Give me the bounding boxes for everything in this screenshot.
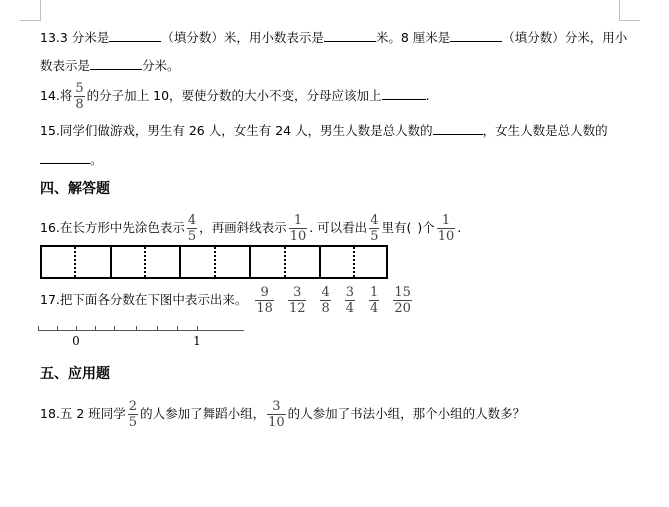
q13-text-5: 数表示是 [40,58,91,73]
question-14 [40,82,430,111]
q17-text: 17.把下面各分数在下图中表示出来。 [40,292,248,307]
q18-mid: 的人参加了舞蹈小组， [140,406,266,421]
number-line-label-0: 0 [72,334,80,348]
number-line-tick [197,326,198,331]
strip-solid-divider [179,247,181,277]
q13-text-4: （填分数）分米，用小 [502,30,628,45]
q13-blank-2[interactable] [324,29,376,42]
q15-blank-2[interactable] [40,151,90,164]
frac-numerator: 1 [293,213,303,228]
frac-denominator: 8 [75,97,84,112]
q15-end: 。 [90,152,103,167]
q18-prefix: 18.五 2 班同学 [40,406,126,421]
q15-blank-1[interactable] [433,122,483,135]
frac-numerator: 4 [187,213,197,228]
number-line-tick [38,326,39,331]
q16-mid-4: )个 [417,220,435,235]
strip-dashed-divider [144,247,146,277]
question-17 [40,286,414,315]
question-16 [40,214,461,243]
frac-numerator: 1 [370,285,379,300]
number-line-label-1: 1 [193,334,201,348]
strip-dashed-divider [214,247,216,277]
question-15-line-1 [40,121,608,139]
q13-text-3: 米。8 厘米是 [375,30,451,45]
q16-fraction-2 [289,214,308,243]
frac-numerator: 3 [272,399,281,414]
frac-denominator: 5 [370,229,379,244]
q15-mid: ，女生人数是总人数的 [482,123,608,138]
q14-fraction [74,82,84,111]
strip-dashed-divider [284,247,286,277]
frac-numerator: 3 [345,285,355,300]
q16-fraction-1 [187,214,197,243]
q17-fraction [320,286,330,315]
q13-blank-1[interactable] [109,29,161,42]
number-line-tick [114,326,115,331]
strip-solid-divider [110,247,112,277]
number-line-axis [38,330,244,331]
q16-mid-2: . 可以看出 [309,220,368,235]
q16-mid-1: ，再画斜线表示 [199,220,287,235]
frac-denominator: 10 [268,415,285,430]
frac-numerator: 3 [293,285,302,300]
frac-numerator: 9 [260,285,269,300]
q16-end: . [457,220,462,235]
section-4-heading: 四、解答题 [40,181,110,197]
q13-blank-4[interactable] [90,57,142,70]
question-13-line-2 [40,56,180,74]
q18-end: 的人参加了书法小组，那个小组的人数多？ [287,406,526,421]
frac-denominator: 18 [256,301,273,316]
q17-fraction-list [253,286,413,315]
question-18 [40,400,525,429]
q14-suffix: . [425,88,430,103]
q16-fraction-4 [437,214,456,243]
frac-numerator: 5 [75,81,84,96]
number-line-tick [177,326,178,331]
frac-numerator: 2 [128,399,138,414]
q13-text-6: 分米。 [142,58,180,73]
frac-denominator: 12 [288,301,306,316]
q17-fraction [393,286,412,315]
frac-denominator: 4 [370,301,379,316]
rectangle-strip[interactable] [40,245,388,279]
frac-numerator: 4 [321,285,330,300]
q18-fraction-1 [128,400,138,429]
q18-fraction-2 [267,400,286,429]
q14-text: 的分子加上 10，要使分数的大小不变，分母应该加上 [86,88,382,103]
q13-text-1: 13.3 分米是 [40,30,110,45]
frac-denominator: 8 [321,301,330,316]
number-line-tick [136,326,137,331]
page-corner-mark-right [619,0,640,21]
frac-denominator: 5 [128,415,138,430]
strip-dashed-divider [74,247,76,277]
q17-fraction [345,286,355,315]
q16-fraction-3 [369,214,379,243]
q13-text-2: （填分数）米，用小数表示是 [161,30,324,45]
frac-numerator: 4 [370,213,379,228]
q14-prefix: 14.将 [40,88,73,103]
number-line-tick [76,326,77,331]
number-line-tick [95,326,96,331]
frac-denominator: 10 [437,229,455,244]
frac-denominator: 4 [345,301,355,316]
frac-denominator: 10 [289,229,307,244]
q16-mid-3: 里有( [381,220,412,235]
q16-prefix: 16.在长方形中先涂色表示 [40,220,185,235]
q13-blank-3[interactable] [450,29,502,42]
q17-fraction [369,286,379,315]
q17-fraction [288,286,307,315]
strip-solid-divider [249,247,251,277]
q15-text: 15.同学们做游戏，男生有 26 人，女生有 24 人，男生人数是总人数的 [40,123,433,138]
strip-dashed-divider [353,247,355,277]
frac-denominator: 5 [187,229,197,244]
frac-numerator: 1 [441,213,451,228]
strip-solid-divider [319,247,321,277]
number-line-tick [57,326,58,331]
page-corner-mark-left [20,0,41,21]
number-line[interactable] [38,320,248,350]
frac-numerator: 15 [394,285,411,300]
question-15-line-2 [40,150,103,168]
number-line-tick [157,326,158,331]
q17-fraction [255,286,274,315]
section-5-heading: 五、应用题 [40,366,110,382]
frac-denominator: 20 [394,301,411,316]
q14-blank[interactable] [382,87,426,100]
question-13-line-1 [40,28,627,46]
